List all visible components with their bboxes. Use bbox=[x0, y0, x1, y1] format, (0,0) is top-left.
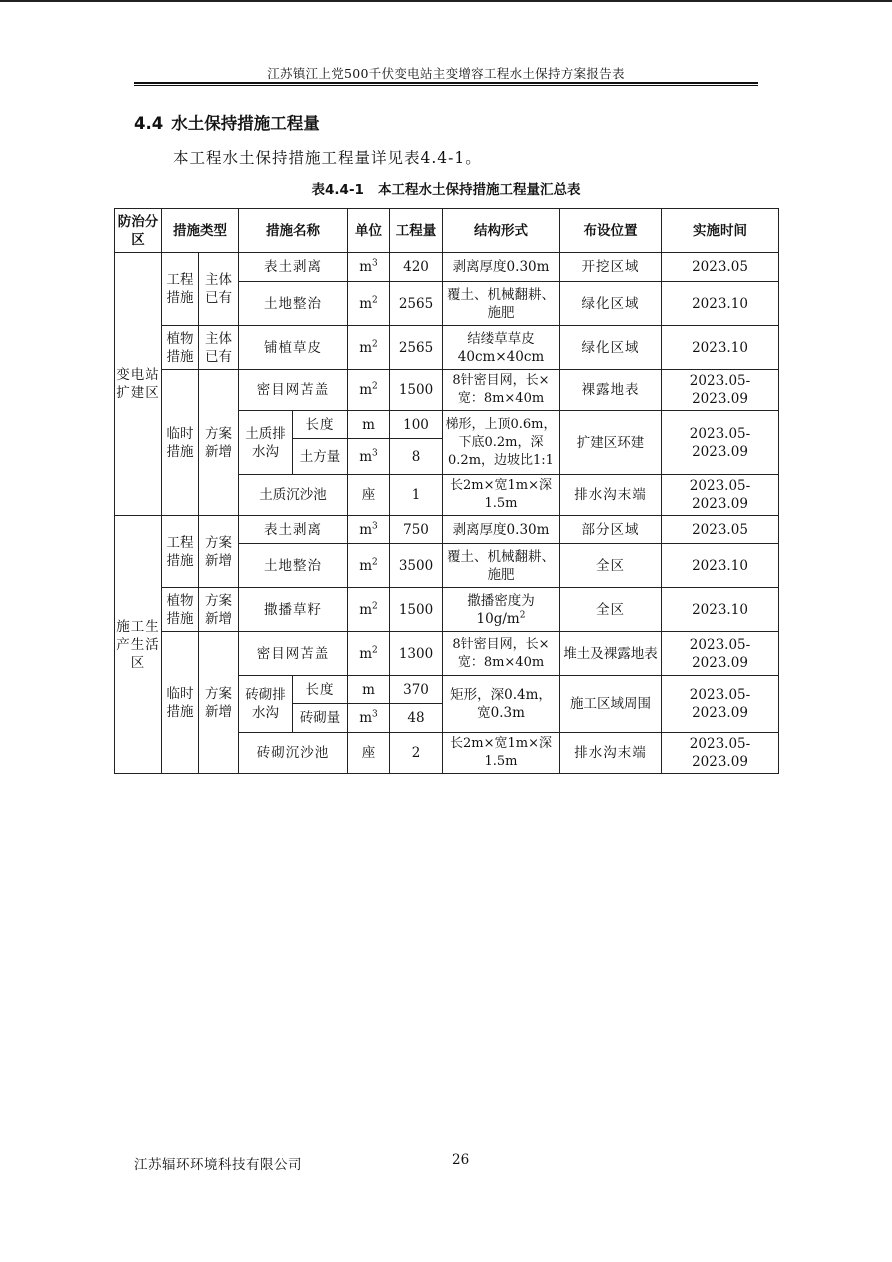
table-row bbox=[115, 632, 779, 676]
section-number: 4.4 bbox=[134, 114, 164, 133]
col-header-time: 实施时间 bbox=[662, 209, 779, 253]
unit-cell: 座 bbox=[348, 733, 390, 774]
structure-cell: 覆土、机械翻耕、施肥 bbox=[443, 544, 560, 588]
measure-source: 方案新增 bbox=[199, 370, 239, 516]
structure-cell: 结缕草草皮40cm×40cm bbox=[443, 326, 560, 370]
location-cell: 施工区域周围 bbox=[560, 676, 662, 733]
time-cell: 2023.05-2023.09 bbox=[662, 475, 779, 516]
location-cell: 裸露地表 bbox=[560, 370, 662, 411]
time-cell: 2023.10 bbox=[662, 544, 779, 588]
header-rule bbox=[134, 82, 758, 84]
col-header-location: 布设位置 bbox=[560, 209, 662, 253]
measure-subitem: 长度 bbox=[293, 676, 348, 704]
table-header-row bbox=[115, 209, 779, 253]
location-cell: 绿化区域 bbox=[560, 326, 662, 370]
page-header-title: 江苏镇江上党500千伏变电站主变增容工程水土保持方案报告表 bbox=[267, 66, 625, 81]
quantity-cell: 750 bbox=[390, 516, 443, 544]
structure-cell: 长2m×宽1m×深1.5m bbox=[443, 733, 560, 774]
unit-cell: $m^3$ bbox=[348, 704, 390, 733]
measure-name: 铺植草皮 bbox=[239, 326, 348, 370]
unit-cell: $m^3$ bbox=[348, 253, 390, 282]
col-header-name: 措施名称 bbox=[239, 209, 348, 253]
location-cell: 堆土及裸露地表 bbox=[560, 632, 662, 676]
measure-subitem: 土方量 bbox=[293, 439, 348, 475]
measure-source: 方案新增 bbox=[199, 588, 239, 632]
col-header-unit: 单位 bbox=[348, 209, 390, 253]
measure-category: 工程措施 bbox=[162, 516, 199, 588]
table-row bbox=[115, 588, 779, 632]
location-cell: 开挖区域 bbox=[560, 253, 662, 282]
quantity-cell: 2565 bbox=[390, 282, 443, 326]
measure-category: 工程措施 bbox=[162, 253, 199, 326]
table-caption-title: 本工程水土保持措施工程量汇总表 bbox=[377, 182, 581, 198]
unit-cell: 座 bbox=[348, 475, 390, 516]
time-cell: 2023.10 bbox=[662, 282, 779, 326]
structure-cell: 梯形，上顶0.6m，下底0.2m，深0.2m，边坡比1:1 bbox=[443, 411, 560, 475]
measure-name: 表土剥离 bbox=[239, 516, 348, 544]
structure-cell: 覆土、机械翻耕、施肥 bbox=[443, 282, 560, 326]
time-cell: 2023.10 bbox=[662, 588, 779, 632]
unit-cell: $m^2$ bbox=[348, 632, 390, 676]
footer-company: 江苏辐环环境科技有限公司 bbox=[134, 1157, 302, 1173]
measure-source: 主体已有 bbox=[199, 326, 239, 370]
unit-cell: $m^2$ bbox=[348, 544, 390, 588]
unit-cell: m bbox=[348, 676, 390, 704]
unit-cell: $m^2$ bbox=[348, 326, 390, 370]
quantity-cell: 100 bbox=[390, 411, 443, 439]
measure-name: 土地整治 bbox=[239, 544, 348, 588]
time-cell: 2023.05 bbox=[662, 516, 779, 544]
table-caption-number: 表4.4-1 bbox=[311, 182, 364, 198]
quantity-cell: 48 bbox=[390, 704, 443, 733]
location-cell: 绿化区域 bbox=[560, 282, 662, 326]
location-cell: 扩建区环建 bbox=[560, 411, 662, 475]
col-header-zone: 防治分区 bbox=[115, 209, 162, 253]
time-cell: 2023.05-2023.09 bbox=[662, 733, 779, 774]
page-number: 26 bbox=[452, 1152, 470, 1168]
location-cell: 排水沟末端 bbox=[560, 733, 662, 774]
section-title: 水土保持措施工程量 bbox=[171, 114, 320, 133]
measure-subitem: 砖砌量 bbox=[293, 704, 348, 733]
quantity-cell: 370 bbox=[390, 676, 443, 704]
unit-cell: $m^3$ bbox=[348, 516, 390, 544]
measure-source: 方案新增 bbox=[199, 632, 239, 774]
measure-name: 表土剥离 bbox=[239, 253, 348, 282]
unit-cell: $m^3$ bbox=[348, 439, 390, 475]
structure-cell: 矩形，深0.4m，宽0.3m bbox=[443, 676, 560, 733]
measure-name: 土质排水沟 bbox=[239, 411, 293, 475]
time-cell: 2023.05-2023.09 bbox=[662, 676, 779, 733]
time-cell: 2023.10 bbox=[662, 326, 779, 370]
measure-source: 方案新增 bbox=[199, 516, 239, 588]
measure-category: 临时措施 bbox=[162, 632, 199, 774]
quantity-cell: 8 bbox=[390, 439, 443, 475]
quantity-cell: 420 bbox=[390, 253, 443, 282]
quantity-cell: 1 bbox=[390, 475, 443, 516]
time-cell: 2023.05-2023.09 bbox=[662, 632, 779, 676]
unit-cell: m bbox=[348, 411, 390, 439]
measure-name: 密目网苫盖 bbox=[239, 370, 348, 411]
measure-category: 植物措施 bbox=[162, 588, 199, 632]
table-row bbox=[115, 253, 779, 282]
structure-cell: 8针密目网，长×宽：8m×40m bbox=[443, 632, 560, 676]
structure-cell: 撒播密度为$10g/m^2$ bbox=[443, 588, 560, 632]
zone-cell: 变电站扩建区 bbox=[115, 253, 162, 516]
measure-category: 临时措施 bbox=[162, 370, 199, 516]
table-row bbox=[115, 370, 779, 411]
quantity-cell: 1500 bbox=[390, 370, 443, 411]
table-row bbox=[115, 326, 779, 370]
quantity-cell: 2 bbox=[390, 733, 443, 774]
time-cell: 2023.05-2023.09 bbox=[662, 411, 779, 475]
table-caption bbox=[114, 178, 778, 198]
measure-name: 撒播草籽 bbox=[239, 588, 348, 632]
col-header-type: 措施类型 bbox=[162, 209, 239, 253]
measure-name: 砖砌沉沙池 bbox=[239, 733, 348, 774]
quantity-cell: 1300 bbox=[390, 632, 443, 676]
quantity-cell: 2565 bbox=[390, 326, 443, 370]
time-cell: 2023.05 bbox=[662, 253, 779, 282]
zone-cell: 施工生产生活区 bbox=[115, 516, 162, 774]
location-cell: 排水沟末端 bbox=[560, 475, 662, 516]
structure-cell: 剥离厚度0.30m bbox=[443, 516, 560, 544]
measure-name: 土质沉沙池 bbox=[239, 475, 348, 516]
intro-paragraph: 本工程水土保持措施工程量详见表4.4-1。 bbox=[173, 149, 482, 167]
structure-cell: 8针密目网，长×宽：8m×40m bbox=[443, 370, 560, 411]
quantity-cell: 1500 bbox=[390, 588, 443, 632]
table-row bbox=[115, 516, 779, 544]
location-cell: 全区 bbox=[560, 544, 662, 588]
col-header-qty: 工程量 bbox=[390, 209, 443, 253]
quantity-cell: 3500 bbox=[390, 544, 443, 588]
measure-name: 砖砌排水沟 bbox=[239, 676, 293, 733]
unit-cell: $m^2$ bbox=[348, 282, 390, 326]
measure-category: 植物措施 bbox=[162, 326, 199, 370]
unit-cell: $m^2$ bbox=[348, 588, 390, 632]
page-top-border bbox=[0, 0, 892, 2]
measure-subitem: 长度 bbox=[293, 411, 348, 439]
unit-cell: $m^2$ bbox=[348, 370, 390, 411]
time-cell: 2023.05-2023.09 bbox=[662, 370, 779, 411]
measure-name: 土地整治 bbox=[239, 282, 348, 326]
section-heading bbox=[134, 110, 320, 134]
header-rule-thin bbox=[134, 85, 758, 86]
location-cell: 部分区域 bbox=[560, 516, 662, 544]
structure-cell: 剥离厚度0.30m bbox=[443, 253, 560, 282]
measure-name: 密目网苫盖 bbox=[239, 632, 348, 676]
col-header-structure: 结构形式 bbox=[443, 209, 560, 253]
measures-summary-table bbox=[114, 208, 779, 774]
measure-source: 主体已有 bbox=[199, 253, 239, 326]
structure-cell: 长2m×宽1m×深1.5m bbox=[443, 475, 560, 516]
location-cell: 全区 bbox=[560, 588, 662, 632]
